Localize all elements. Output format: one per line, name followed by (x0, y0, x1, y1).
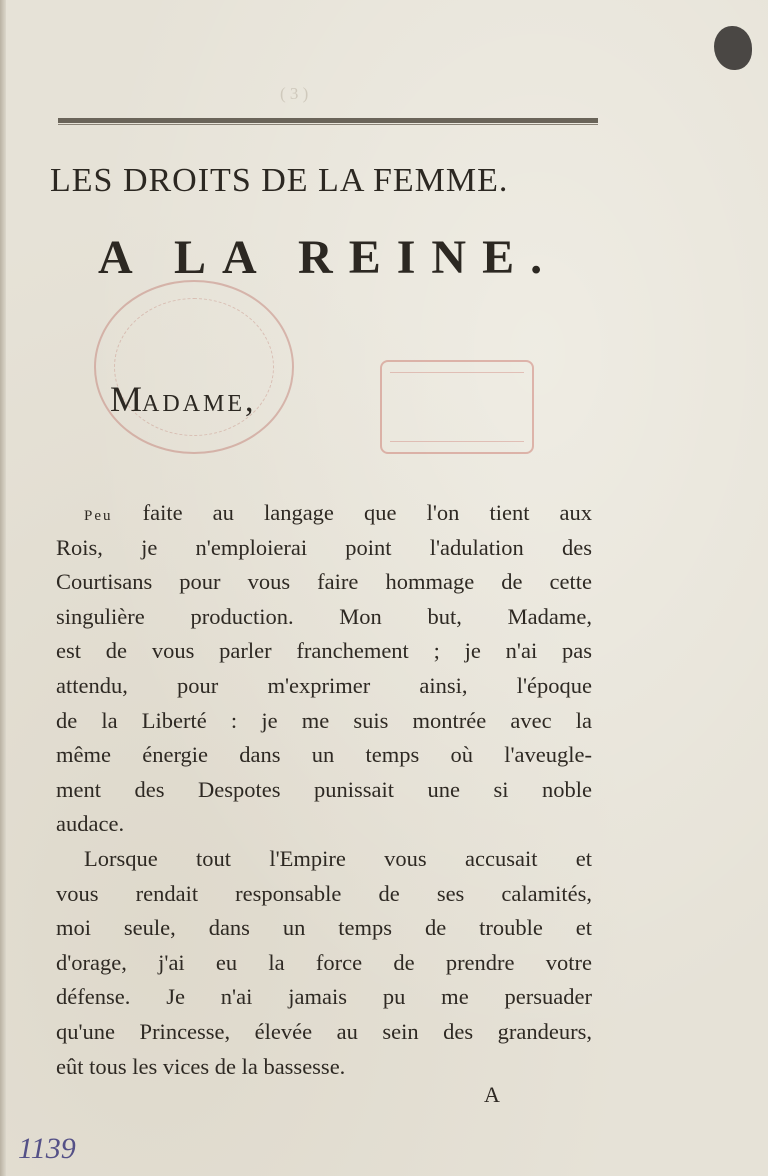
handwritten-note: 1139 (18, 1132, 76, 1165)
text-line: même énergie dans un temps où l'aveugle- (56, 742, 592, 768)
library-stamp-icon (94, 280, 294, 454)
text-line: défense. Je n'ai jamais pu me persuader (56, 984, 592, 1010)
text-line: audace. (56, 811, 125, 837)
text-line: Lorsque tout l'Empire vous accusait et (84, 845, 592, 871)
lead-word: Peu (84, 508, 113, 524)
salutation-punct: , (245, 382, 254, 419)
text-line: eût tous les vices de la bassesse. (56, 1053, 346, 1079)
text-line: de la Liberté : je me suis montrée avec la (56, 707, 592, 733)
library-stamp-rect-icon (380, 360, 534, 454)
text-line: vous rendait responsable de ses calamités, (56, 880, 592, 906)
text-line: moi seule, dans un temps de trouble et (56, 915, 592, 941)
text-line: attendu, pour m'exprimer ainsi, l'époque (56, 672, 592, 698)
header-rule (58, 118, 598, 126)
salutation (110, 378, 254, 420)
text-line: Rois, je n'emploierai point l'adulation des (56, 534, 592, 560)
paper-hole (714, 26, 752, 70)
text-line: ment des Despotes punissait une si noble (56, 776, 592, 802)
signature-mark: A (484, 1082, 500, 1107)
document-subtitle: A LA REINE. (98, 231, 559, 284)
salutation-rest: ADAME (142, 391, 246, 417)
salutation-initial: M (110, 379, 143, 419)
document-title: LES DROITS DE LA FEMME. (50, 162, 509, 199)
text-line (56, 496, 592, 531)
text-line: d'orage, j'ai eu la force de prendre votre (56, 949, 592, 975)
body-text (56, 496, 592, 1084)
page-number: ( 3 ) (280, 84, 309, 103)
text-line: qu'une Princesse, élevée au sein des grandeurs, (56, 1018, 592, 1044)
line-text: faite au langage que l'on tient aux (142, 500, 593, 525)
text-line: Courtisans pour vous faire hommage de cette (56, 569, 592, 595)
text-line: est de vous parler franchement ; je n'ai pas (56, 638, 592, 664)
page-edge (0, 0, 6, 1176)
text-line: singulière production. Mon but, Madame, (56, 603, 592, 629)
